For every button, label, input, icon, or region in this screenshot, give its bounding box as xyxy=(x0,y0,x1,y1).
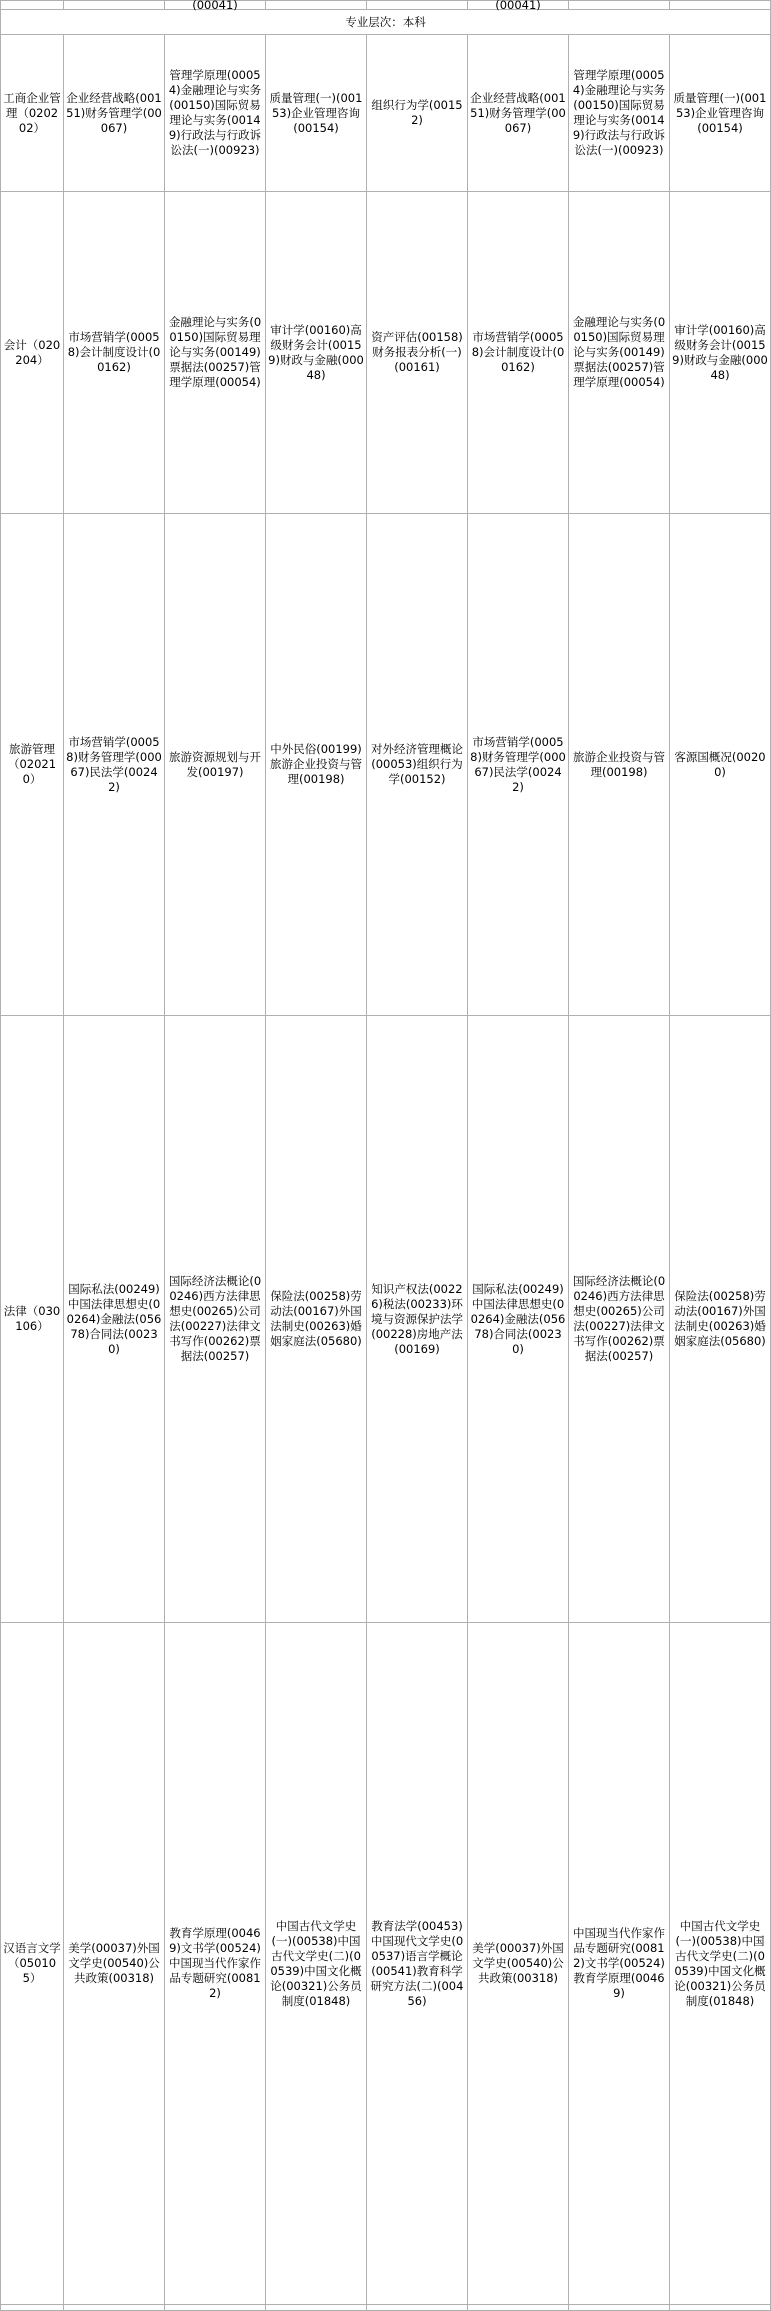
course-cell: 中外民俗(00199)旅游企业投资与管理(00198) xyxy=(266,514,367,1016)
major-name: 会计（020204） xyxy=(1,192,64,514)
top-clip-cell-1 xyxy=(64,1,165,10)
bottom-clip-cell-6 xyxy=(569,2305,670,2311)
top-clip-text-7 xyxy=(670,1,770,9)
bottom-clip-cell-5 xyxy=(468,2305,569,2311)
top-clip-cell-6 xyxy=(569,1,670,10)
course-cell: 管理学原理(00054)金融理论与实务(00150)国际贸易理论与实务(00149)行政法与行政诉讼法(一)(00923) xyxy=(569,35,670,192)
course-cell: 中国古代文学史(一)(00538)中国古代文学史(二)(00539)中国文化概论(00321)公务员制度(01848) xyxy=(266,1623,367,2305)
table-row-bottom-clip xyxy=(1,2305,771,2311)
course-cell: 组织行为学(00152) xyxy=(367,35,468,192)
course-cell: 金融理论与实务(00150)国际贸易理论与实务(00149)票据法(00257)管理学原理(00054) xyxy=(165,192,266,514)
table-row-top-clip xyxy=(1,1,771,10)
course-cell: 市场营销学(00058)财务管理学(00067)民法学(00242) xyxy=(64,514,165,1016)
top-clip-text-3 xyxy=(266,1,366,9)
course-cell: 知识产权法(00226)税法(00233)环境与资源保护法学(00228)房地产法(00169) xyxy=(367,1016,468,1623)
table-row xyxy=(1,192,771,514)
top-clip-text-1 xyxy=(64,1,164,9)
table-row xyxy=(1,35,771,192)
course-cell: 旅游企业投资与管理(00198) xyxy=(569,514,670,1016)
bottom-clip-cell-7 xyxy=(670,2305,771,2311)
table-row xyxy=(1,514,771,1016)
top-clip-text-6 xyxy=(569,1,669,9)
major-name: 旅游管理（020210） xyxy=(1,514,64,1016)
course-cell: 教育法学(00453)中国现代文学史(00537)语言学概论(00541)教育科学研究方法(二)(00456) xyxy=(367,1623,468,2305)
bottom-clip-cell-1 xyxy=(64,2305,165,2311)
course-cell: 管理学原理(00054)金融理论与实务(00150)国际贸易理论与实务(00149)行政法与行政诉讼法(一)(00923) xyxy=(165,35,266,192)
course-cell: 质量管理(一)(00153)企业管理咨询(00154) xyxy=(670,35,771,192)
top-clip-cell-7 xyxy=(670,1,771,10)
table-body xyxy=(1,1,771,2311)
top-clip-text-4 xyxy=(367,1,467,9)
major-name: 汉语言文学（050105） xyxy=(1,1623,64,2305)
course-cell: 企业经营战略(00151)财务管理学(00067) xyxy=(64,35,165,192)
top-clip-cell-0 xyxy=(1,1,64,10)
table-row xyxy=(1,1016,771,1623)
course-cell: 国际私法(00249)中国法律思想史(00264)金融法(05678)合同法(00230) xyxy=(64,1016,165,1623)
course-cell: 质量管理(一)(00153)企业管理咨询(00154) xyxy=(266,35,367,192)
course-cell: 市场营销学(00058)财务管理学(00067)民法学(00242) xyxy=(468,514,569,1016)
course-cell: 保险法(00258)劳动法(00167)外国法制史(00263)婚姻家庭法(05680) xyxy=(670,1016,771,1623)
course-cell: 保险法(00258)劳动法(00167)外国法制史(00263)婚姻家庭法(05680) xyxy=(266,1016,367,1623)
major-name: 工商企业管理（020202） xyxy=(1,35,64,192)
course-cell: 审计学(00160)高级财务会计(00159)财政与金融(00048) xyxy=(670,192,771,514)
bottom-clip-cell-0 xyxy=(1,2305,64,2311)
course-cell: 市场营销学(00058)会计制度设计(00162) xyxy=(468,192,569,514)
top-clip-cell-5 xyxy=(468,1,569,10)
course-cell: 美学(00037)外国文学史(00540)公共政策(00318) xyxy=(64,1623,165,2305)
top-clip-cell-4 xyxy=(367,1,468,10)
course-cell: 企业经营战略(00151)财务管理学(00067) xyxy=(468,35,569,192)
course-cell: 中国古代文学史(一)(00538)中国古代文学史(二)(00539)中国文化概论(00321)公务员制度(01848) xyxy=(670,1623,771,2305)
course-cell: 中国现当代作家作品专题研究(00812)文书学(00524)教育学原理(00469) xyxy=(569,1623,670,2305)
top-clip-text-0 xyxy=(1,1,63,9)
course-cell: 旅游资源规划与开发(00197) xyxy=(165,514,266,1016)
level-banner: 专业层次：本科 xyxy=(1,10,771,35)
table-row-banner xyxy=(1,10,771,35)
course-cell: 国际私法(00249)中国法律思想史(00264)金融法(05678)合同法(00230) xyxy=(468,1016,569,1623)
course-cell: 国际经济法概论(00246)西方法律思想史(00265)公司法(00227)法律文书写作(00262)票据法(00257) xyxy=(165,1016,266,1623)
top-clip-text-2: (00041) xyxy=(192,0,238,12)
major-name: 法律（030106） xyxy=(1,1016,64,1623)
top-clip-cell-3 xyxy=(266,1,367,10)
top-clip-text-5: (00041) xyxy=(495,0,541,12)
course-cell: 美学(00037)外国文学史(00540)公共政策(00318) xyxy=(468,1623,569,2305)
course-cell: 对外经济管理概论(00053)组织行为学(00152) xyxy=(367,514,468,1016)
course-cell: 审计学(00160)高级财务会计(00159)财政与金融(00048) xyxy=(266,192,367,514)
course-cell: 资产评估(00158)财务报表分析(一)(00161) xyxy=(367,192,468,514)
course-cell: 教育学原理(00469)文书学(00524)中国现当代作家作品专题研究(00812) xyxy=(165,1623,266,2305)
course-cell: 市场营销学(00058)会计制度设计(00162) xyxy=(64,192,165,514)
bottom-clip-cell-2 xyxy=(165,2305,266,2311)
top-clip-cell-2 xyxy=(165,1,266,10)
course-cell: 客源国概况(00200) xyxy=(670,514,771,1016)
course-cell: 金融理论与实务(00150)国际贸易理论与实务(00149)票据法(00257)管理学原理(00054) xyxy=(569,192,670,514)
bottom-clip-cell-4 xyxy=(367,2305,468,2311)
table-row xyxy=(1,1623,771,2305)
course-cell: 国际经济法概论(00246)西方法律思想史(00265)公司法(00227)法律文书写作(00262)票据法(00257) xyxy=(569,1016,670,1623)
bottom-clip-cell-3 xyxy=(266,2305,367,2311)
